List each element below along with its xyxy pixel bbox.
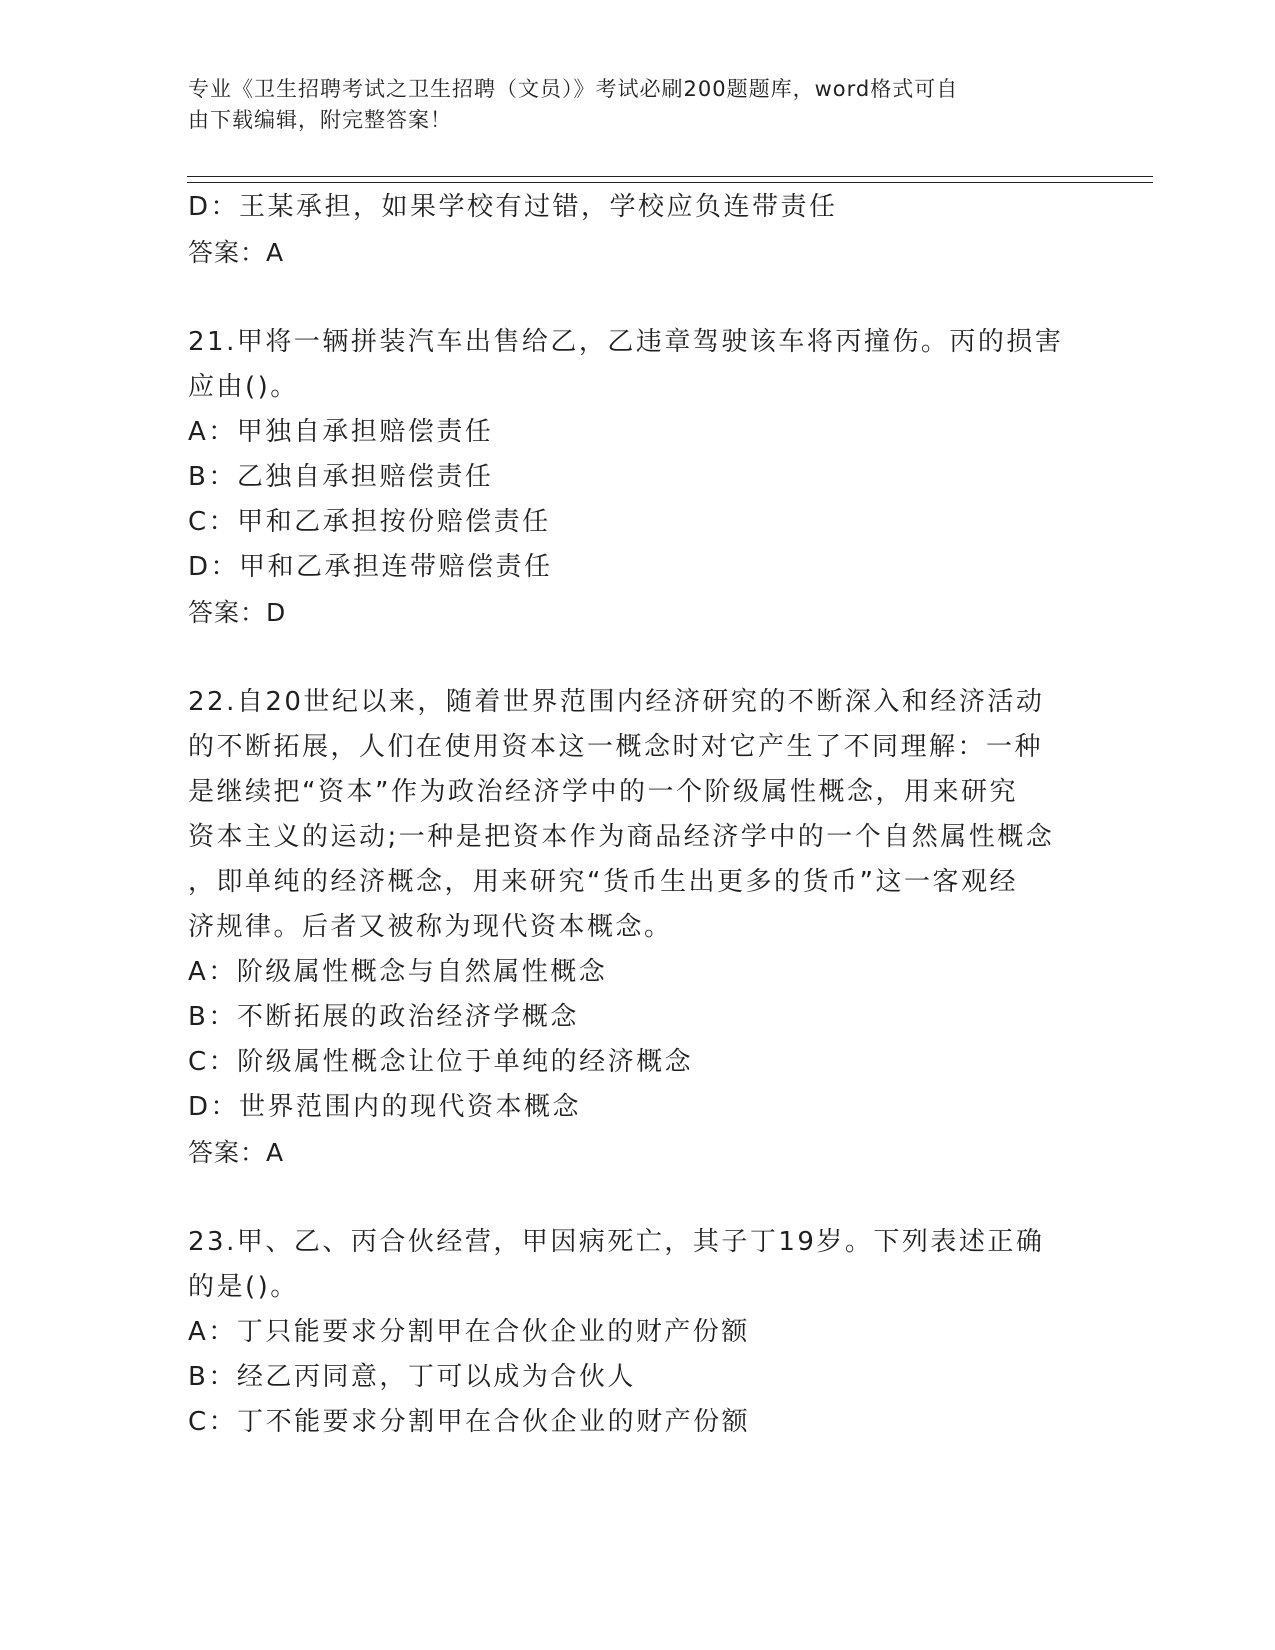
q23-option-c: C：丁不能要求分割甲在合伙企业的财产份额: [188, 1407, 751, 1437]
q21-stem-line-2: 应由()。: [188, 372, 299, 402]
page-header: [188, 74, 1068, 136]
q22-stem-line-2: 的不断拓展，人们在使用资本这一概念时对它产生了不同理解：一种: [188, 732, 1044, 762]
q23-option-b: B：经乙丙同意，丁可以成为合伙人: [188, 1362, 636, 1392]
q23-stem-line-2: 的是()。: [188, 1272, 299, 1302]
q21-option-c: C：甲和乙承担按份赔偿责任: [188, 507, 551, 537]
prev-answer: 答案：A: [188, 238, 285, 267]
q22-option-b: B：不断拓展的政治经济学概念: [188, 1002, 579, 1032]
prev-option-d: D：王某承担，如果学校有过错，学校应负连带责任: [188, 192, 838, 222]
q21-answer: 答案：D: [188, 598, 287, 627]
q22-option-a: A：阶级属性概念与自然属性概念: [188, 957, 608, 987]
q21-option-d: D：甲和乙承担连带赔偿责任: [188, 552, 553, 582]
header-divider-bottom: [187, 182, 1153, 183]
header-line-1: 专业《卫生招聘考试之卫生招聘（文员）》考试必刷200题题库，word格式可自: [188, 77, 959, 101]
q22-stem-line-1: 22.自20世纪以来，随着世界范围内经济研究的不断深入和经济活动: [188, 687, 1045, 717]
q22-option-d: D：世界范围内的现代资本概念: [188, 1092, 582, 1122]
q22-stem-line-6: 济规律。后者又被称为现代资本概念。: [188, 912, 673, 942]
header-divider-top: [187, 176, 1153, 177]
q21-option-b: B：乙独自承担赔偿责任: [188, 462, 494, 492]
q23-option-a: A：丁只能要求分割甲在合伙企业的财产份额: [188, 1317, 750, 1347]
q22-stem-line-3: 是继续把“资本”作为政治经济学中的一个阶级属性概念，用来研究: [188, 777, 1018, 807]
q21-option-a: A：甲独自承担赔偿责任: [188, 417, 494, 447]
q22-answer: 答案：A: [188, 1138, 285, 1167]
header-line-2: 由下载编辑，附完整答案！: [188, 108, 452, 132]
q22-stem-line-5: ，即单纯的经济概念，用来研究“货币生出更多的货币”这一客观经: [188, 867, 1018, 897]
q21-stem-line-1: 21.甲将一辆拼装汽车出售给乙，乙违章驾驶该车将丙撞伤。丙的损害: [188, 327, 1064, 357]
q23-stem-line-1: 23.甲、乙、丙合伙经营，甲因病死亡，其子丁19岁。下列表述正确: [188, 1227, 1045, 1257]
q22-option-c: C：阶级属性概念让位于单纯的经济概念: [188, 1047, 694, 1077]
q22-stem-line-4: 资本主义的运动;一种是把资本作为商品经济学中的一个自然属性概念: [188, 822, 1055, 852]
